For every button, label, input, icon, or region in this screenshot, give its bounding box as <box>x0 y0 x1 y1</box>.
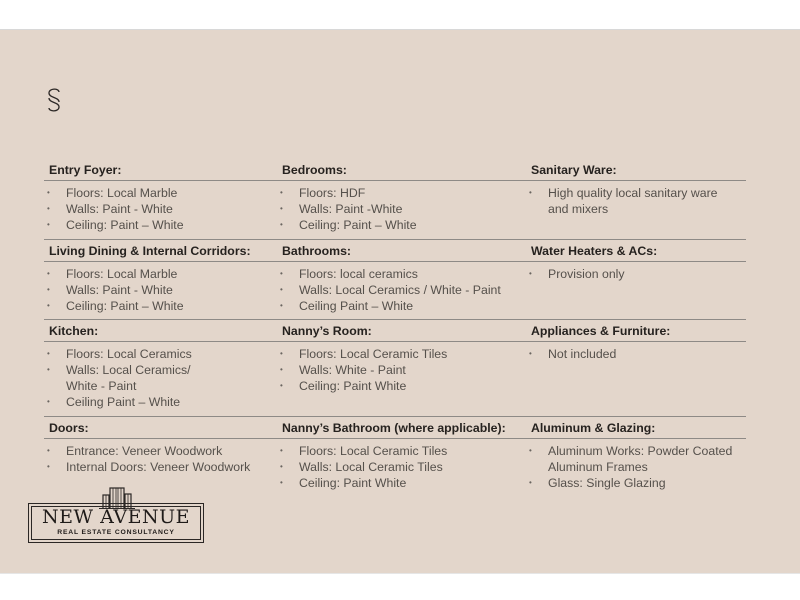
list-item: • Ceiling: Paint – White <box>277 217 526 233</box>
list-item: • Walls: Local Ceramics / White - Paint <box>277 282 526 298</box>
items-row <box>44 262 746 320</box>
list-entry-foyer <box>44 185 277 233</box>
list-nannys-bathroom <box>277 443 526 491</box>
logo-name: NEW AVENUE <box>42 506 190 528</box>
list-item: • Floors: Local Ceramic Tiles <box>277 346 526 362</box>
list-item: • Walls: Local Ceramic Tiles <box>277 459 526 475</box>
list-item: • Ceiling Paint – White <box>277 298 526 314</box>
list-item: • Floors: Local Marble <box>44 185 277 201</box>
section-title-kitchen: Kitchen: <box>49 323 99 338</box>
list-living-dining <box>44 266 277 314</box>
specifications-card <box>0 29 800 574</box>
list-item: • Walls: Paint -White <box>277 201 526 217</box>
header-row <box>44 320 746 342</box>
section-title-nannys-room: Nanny’s Room: <box>282 323 372 338</box>
list-item: • Not included <box>526 346 746 362</box>
header-row <box>44 159 746 181</box>
header-row <box>44 417 746 439</box>
list-item: • Ceiling: Paint – White <box>44 298 277 314</box>
section-title-living-dining: Living Dining & Internal Corridors: <box>49 243 251 258</box>
list-item: • Ceiling: Paint White <box>277 378 526 394</box>
items-row <box>44 181 746 240</box>
logo-tagline: REAL ESTATE CONSULTANCY <box>57 529 175 536</box>
list-item: • Walls: Local Ceramics/ White - Paint <box>44 362 277 394</box>
list-item: • High quality local sanitary ware and mixers <box>526 185 746 217</box>
list-item: • Walls: White - Paint <box>277 362 526 378</box>
section-title-water-heaters: Water Heaters & ACs: <box>531 243 658 258</box>
section-title-entry-foyer: Entry Foyer: <box>49 162 122 177</box>
list-item: • Internal Doors: Veneer Woodwork <box>44 459 277 475</box>
section-title-appliances: Appliances & Furniture: <box>531 323 671 338</box>
section-title-bedrooms: Bedrooms: <box>282 162 347 177</box>
list-item: • Floors: Local Ceramic Tiles <box>277 443 526 459</box>
list-item: • Walls: Paint - White <box>44 201 277 217</box>
list-item: • Floors: HDF <box>277 185 526 201</box>
list-kitchen <box>44 346 277 410</box>
list-item: • Glass: Single Glazing <box>526 475 746 491</box>
list-item: • Entrance: Veneer Woodwork <box>44 443 277 459</box>
list-item: • Floors: local ceramics <box>277 266 526 282</box>
list-aluminum <box>526 443 746 491</box>
list-bathrooms <box>277 266 526 314</box>
section-title-bathrooms: Bathrooms: <box>282 243 352 258</box>
list-item: • Ceiling: Paint White <box>277 475 526 491</box>
section-title-nannys-bathroom: Nanny’s Bathroom (where applicable): <box>282 420 506 435</box>
list-item: • Ceiling Paint – White <box>44 394 277 410</box>
list-nannys-room <box>277 346 526 394</box>
list-sanitary-ware <box>526 185 746 217</box>
list-item: • Provision only <box>526 266 746 282</box>
list-water-heaters <box>526 266 746 282</box>
section-title-aluminum: Aluminum & Glazing: <box>531 420 656 435</box>
specifications-table <box>44 159 746 515</box>
list-item: • Floors: Local Marble <box>44 266 277 282</box>
list-item: • Ceiling: Paint – White <box>44 217 277 233</box>
list-item: • Floors: Local Ceramics <box>44 346 277 362</box>
list-item: • Walls: Paint - White <box>44 282 277 298</box>
list-appliances <box>526 346 746 362</box>
list-bedrooms <box>277 185 526 233</box>
s-monogram-icon <box>44 86 64 114</box>
list-item: • Aluminum Works: Powder Coated Aluminum Frames <box>526 443 746 475</box>
header-row <box>44 240 746 262</box>
company-logo <box>28 481 206 545</box>
section-title-doors: Doors: <box>49 420 89 435</box>
logo-frame <box>28 503 204 543</box>
section-title-sanitary-ware: Sanitary Ware: <box>531 162 617 177</box>
list-doors <box>44 443 277 475</box>
items-row <box>44 342 746 417</box>
